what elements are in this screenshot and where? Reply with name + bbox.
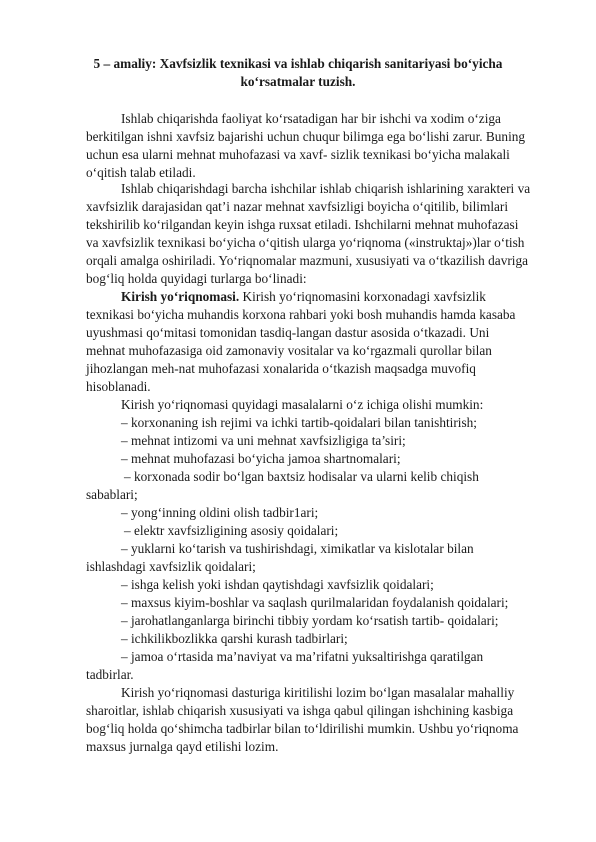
text-line: xavfsizlik darajasidan qat’i nazar mehnat xavfsizligi boyicha o‘qitilib, bilimlari [86, 199, 509, 214]
list-item: – mehnat intizomi va uni mehnat xavfsizligiga ta’siri; [121, 433, 406, 448]
text-line: bog‘liq holda qo‘shimcha tadbirlar bilan to‘ldirilishi mumkin. Ushbu yo‘riqnoma [86, 721, 519, 736]
title-line-2: ko‘rsatmalar tuzish. [240, 74, 356, 89]
text-line: uyushmasi qo‘mitasi tomonidan tasdiq-langan dastur asosida o‘tkazadi. Uni [86, 325, 490, 340]
list-item: – jamoa o‘rtasida ma’naviyat va ma’rifatni yuksaltirishga qaratilgan [121, 649, 484, 664]
text-line: tekshirilib ko‘rilgandan keyin ishga ruxsat etiladi. Ishchilarni mehnat muhofazasi [86, 217, 519, 232]
text-line: va xavfsizlik texnikasi bo‘yicha o‘qitish ularga yo‘riqnoma («instruktaj»)lar o‘tish [86, 235, 525, 250]
text-line: orqali amalga oshiriladi. Yo‘riqnomalar mazmuni, xususiyati va o‘tkazilish davriga [86, 253, 529, 268]
text-line: Kirish yo‘riqnomasi dasturiga kiritilishi lozim bo‘lgan masalalar mahalliy [121, 685, 515, 700]
text-line: hisoblanadi. [86, 379, 151, 394]
text-line: bog‘liq holda quyidagi turlarga bo‘linadi: [86, 271, 307, 286]
bold-term: Kirish yo‘riqnomasi. [121, 289, 240, 304]
list-item-cont: sabablari; [86, 487, 138, 502]
list-item-cont: ishlashdagi xavfsizlik qoidalari; [86, 559, 256, 574]
list-item: – yuklarni ko‘tarish va tushirishdagi, ximikatlar va kislotalar bilan [121, 541, 474, 556]
text-line: texnikasi bo‘yicha muhandis korxona rahbari yoki bosh muhandis hamda kasaba [86, 307, 516, 322]
text-line: Ishlab chiqarishda faoliyat ko‘rsatadigan har bir ishchi va xodim o‘ziga [121, 111, 501, 126]
text-line: sharoitlar, ishlab chiqarish xususiyati va ishga qabul qilingan ishchining kasbiga [86, 703, 514, 718]
text-line: o‘qitish talab etiladi. [86, 165, 196, 180]
text-line-rest: Kirish yo‘riqnomasini korxonadagi xavfsizlik [239, 289, 486, 304]
text-line: berkitilgan ishni xavfsiz bajarishi uchun chuqur bilimga ega bo‘lishi zarur. Buning [86, 129, 526, 144]
list-item: – ishga kelish yoki ishdan qaytishdagi xavfsizlik qoidalari; [121, 577, 434, 592]
list-item: – elektr xavfsizligining asosiy qoidalari; [124, 523, 339, 538]
list-item: – jarohatlanganlarga birinchi tibbiy yordam ko‘rsatish tartib- qoidalari; [121, 613, 499, 628]
text-line: uchun esa ularni mehnat muhofazasi va xavf- sizlik texnikasi bo‘yicha malakali [86, 147, 510, 162]
text-line: mehnat muhofazasiga oid zamonaviy vositalar va ko‘rgazmali qurollar bilan [86, 343, 492, 358]
list-item: – korxonada sodir bo‘lgan baxtsiz hodisalar va ularni kelib chiqish [124, 469, 479, 484]
list-item: – maxsus kiyim-boshlar va saqlash qurilmalaridan foydalanish qoidalari; [121, 595, 509, 610]
page-title [86, 55, 510, 91]
text-line [121, 289, 486, 305]
list-item: – mehnat muhofazasi bo‘yicha jamoa shartnomalari; [121, 451, 401, 466]
text-line: Kirish yo‘riqnomasi quyidagi masalalarni o‘z ichiga olishi mumkin: [121, 397, 484, 412]
title-line-1: 5 – amaliy: Xavfsizlik texnikasi va ishlab chiqarish sanitariyasi bo‘yicha [93, 56, 503, 71]
list-item-cont: tadbirlar. [86, 667, 134, 682]
text-line: jihozlangan meh-nat muhofazasi xonalarida o‘tkazish maqsadga muvofiq [86, 361, 476, 376]
text-line: maxsus jurnalga qayd etilishi lozim. [86, 739, 279, 754]
list-item: – yong‘inning oldini olish tadbir1ari; [121, 505, 319, 520]
list-item: – korxonaning ish rejimi va ichki tartib-qoidalari bilan tanishtirish; [121, 415, 477, 430]
list-item: – ichkilikbozlikka qarshi kurash tadbirlari; [121, 631, 348, 646]
text-line: Ishlab chiqarishdagi barcha ishchilar ishlab chiqarish ishlarining xarakteri va [121, 181, 531, 196]
